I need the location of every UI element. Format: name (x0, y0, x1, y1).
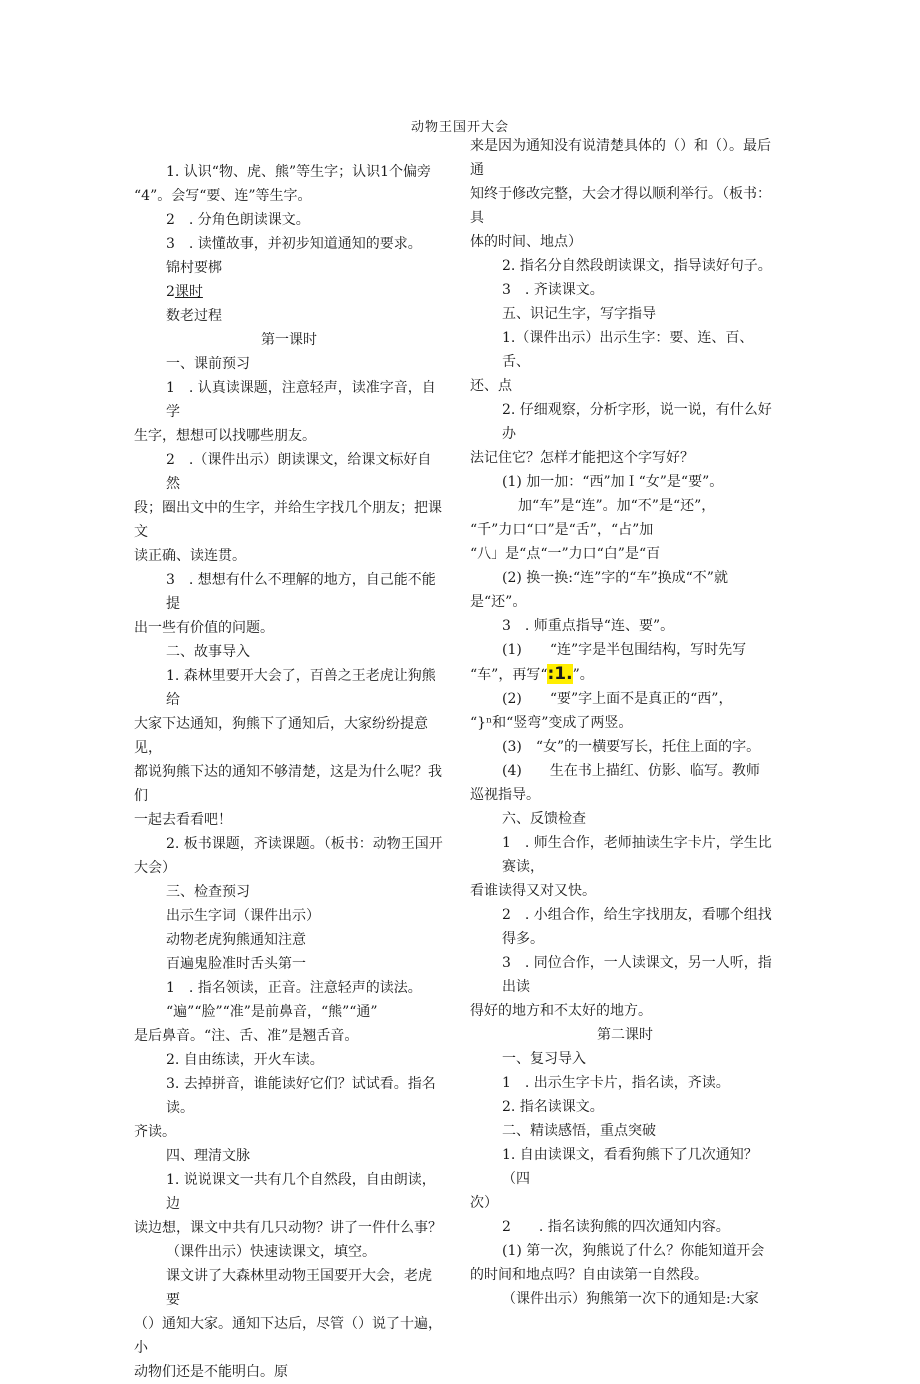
text-line: 2. 仔细观察，分析字形，说一说，有什么好办 (502, 402, 772, 442)
text-line: 都说狗熊下达的通知不够清楚，这是为什么呢？我们 (134, 764, 442, 804)
text-line: 2 . 指名读狗熊的四次通知内容。 (502, 1219, 730, 1235)
text-line: (2) 换一换:“连”字的“车”换成“不”就 (502, 570, 728, 586)
text-line: 1. 森林里要开大会了，百兽之王老虎让狗熊给 (166, 668, 436, 708)
text-line: （课件出示）狗熊第一次下的通知是:大家 (502, 1291, 759, 1307)
hours-line (134, 280, 444, 304)
goal-3: 3 . 读懂故事，并初步知道通知的要求。 (166, 236, 422, 252)
section-5-title: 五、识记生字，写字指导 (502, 306, 656, 322)
text-line: 2. 自由练读，开火车读。 (166, 1052, 324, 1068)
section-1-title: 一、课前预习 (166, 356, 250, 372)
text-line: 知终于修改完整，大会才得以顺利举行。（板书：具 (470, 186, 771, 226)
text-line: 百遍鬼脸准时舌头第一 (166, 956, 306, 972)
text-line: 出一些有价值的问题。 (134, 620, 274, 636)
text-line: 来是因为通知没有说清楚具体的（）和（）。最后通 (470, 138, 771, 178)
lesson-1-heading: 第一课时 (261, 332, 317, 348)
text-line: 2. 板书课题，齐读课题。（板书：动物王国开 (166, 836, 443, 852)
section-2-title: 二、故事导入 (166, 644, 250, 660)
lesson-2-heading: 第二课时 (597, 1027, 653, 1043)
text-line: 法记住它？怎样才能把这个字写好？ (470, 450, 694, 466)
text-line: 是“还”。 (470, 594, 527, 610)
text-line: 齐读。 (134, 1124, 176, 1140)
text-line: 课文讲了大森林里动物王国要开大会，老虎要 (166, 1268, 432, 1308)
text-line: (4) 生在书上描红、仿影、临写。教师 (502, 763, 760, 779)
text-fragment: “车”，再写“ (470, 667, 548, 683)
reading-title: 二、精读感悟，重点突破 (502, 1123, 656, 1139)
text-line: 次） (470, 1195, 498, 1211)
text-line: (3) “女”的一横要写长，托住上面的字。 (502, 739, 761, 755)
misc-line-1: 锦村要梆 (166, 260, 222, 276)
text-line: (1) 加一加：“西”加Ｉ“女”是“要”。 (502, 474, 724, 490)
text-line: 大家下达通知，狗熊下了通知后，大家纷纷提意见， (134, 716, 428, 756)
text-line: 1. 自由读课文，看看狗熊下了几次通知？（四 (502, 1147, 758, 1187)
text-line: (1) 第一次，狗熊说了什么？你能知道开会 (502, 1243, 765, 1259)
left-column (134, 160, 444, 1384)
text-line: 3 . 同位合作，一人读课文，另一人听，指出读 (502, 955, 772, 995)
text-fragment: ”。 (572, 667, 594, 683)
page-title: 动物王国开大会 (410, 120, 509, 135)
hours-text: 课时 (174, 284, 203, 300)
text-line: 3. 去掉拼音，谁能读好它们？试试看。指名读。 (166, 1076, 436, 1116)
text-line: 读边想，课文中共有几只动物？讲了一件什么事？ (134, 1220, 442, 1236)
text-line: 还、点 (470, 378, 512, 394)
text-line: 生字，想想可以找哪些朋友。 (134, 428, 316, 444)
text-line: “}ⁿ和“竖弯”变成了两竖。 (470, 715, 633, 731)
text-line: 大会） (134, 860, 176, 876)
section-4-title: 四、理清文脉 (166, 1148, 250, 1164)
right-column (470, 134, 780, 1311)
text-line: (2) “要”字上面不是真正的“西”， (502, 691, 733, 707)
text-line: 1 . 师生合作，老师抽读生字卡片，学生比赛读， (502, 835, 772, 875)
hours-number: 2 (166, 284, 175, 300)
text-line: 3 . 齐读课文。 (502, 282, 604, 298)
text-line: 看谁读得又对又快。 (470, 883, 596, 899)
text-line: 3 . 师重点指导“连、要”。 (502, 618, 675, 634)
text-line: 出示生字词（课件出示） (166, 908, 320, 924)
text-line: 1 . 指名领读，正音。注意轻声的读法。 (166, 980, 422, 996)
text-line: 2. 指名分自然段朗读课文，指导读好句子。 (502, 258, 772, 274)
text-line: 读正确、读连贯。 (134, 548, 246, 564)
section-6-title: 六、反馈检查 (502, 811, 586, 827)
goal-2: 2 . 分角色朗读课文。 (166, 212, 310, 228)
text-line: 动物老虎狗熊通知注意 (166, 932, 306, 948)
misc-line-2: 数老过程 (166, 308, 222, 324)
text-line: 1.（课件出示）出示生字：要、连、百、舌、 (502, 330, 754, 370)
text-line: 3 . 想想有什么不理解的地方，自己能不能提 (166, 572, 436, 612)
goal-1-cont: “4”。会写“要、连”等生字。 (134, 188, 312, 204)
text-line: (1) “连”字是半包围结构，写时先写 (502, 642, 747, 658)
text-line: 2 .（课件出示）朗读课文，给课文标好自然 (166, 452, 432, 492)
text-line: “千”力口“口”是“舌”，“占”加 (470, 522, 654, 538)
review-title: 一、复习导入 (502, 1051, 586, 1067)
text-line: 加“车”是“连”。加“不”是“还”， (518, 498, 716, 514)
goal-1: 1. 认识“物、虎、熊”等生字；认识1个偏旁 (166, 164, 432, 180)
text-line: 巡视指导。 (470, 787, 540, 803)
text-line: 得好的地方和不太好的地方。 (470, 1003, 652, 1019)
text-line: 1 . 认真读课题，注意轻声，读准字音，自学 (166, 380, 436, 420)
text-line: 1. 说说课文一共有几个自然段，自由朗读，边 (166, 1172, 436, 1212)
text-line: 段；圈出文中的生字，并给生字找几个朋友；把课文 (134, 500, 442, 540)
text-line: 一起去看看吧！ (134, 812, 232, 828)
text-line: （）通知大家。通知下达后，尽管（）说了十遍，小 (134, 1316, 442, 1356)
highlighted-mark: :1. (547, 664, 573, 684)
section-3-title: 三、检查预习 (166, 884, 250, 900)
text-line: 1 . 出示生字卡片，指名读，齐读。 (502, 1075, 730, 1091)
text-line: 2 . 小组合作，给生字找朋友，看哪个组找得多。 (502, 907, 772, 947)
text-line: 动物们还是不能明白。原 (134, 1364, 288, 1380)
text-line (470, 662, 780, 687)
text-line: 2. 指名读课文。 (502, 1099, 604, 1115)
text-line: “遍”“脸”“准”是前鼻音，“熊”“通” (166, 1004, 378, 1020)
text-line: 体的时间、地点） (470, 234, 582, 250)
text-line: （课件出示）快速读课文，填空。 (166, 1244, 376, 1260)
text-line: 的时间和地点吗？自由读第一自然段。 (470, 1267, 708, 1283)
text-line: “八」是“点“一”力口“白”是“百 (470, 546, 661, 562)
text-line: 是后鼻音。“注、舌、准”是翘舌音。 (134, 1028, 359, 1044)
